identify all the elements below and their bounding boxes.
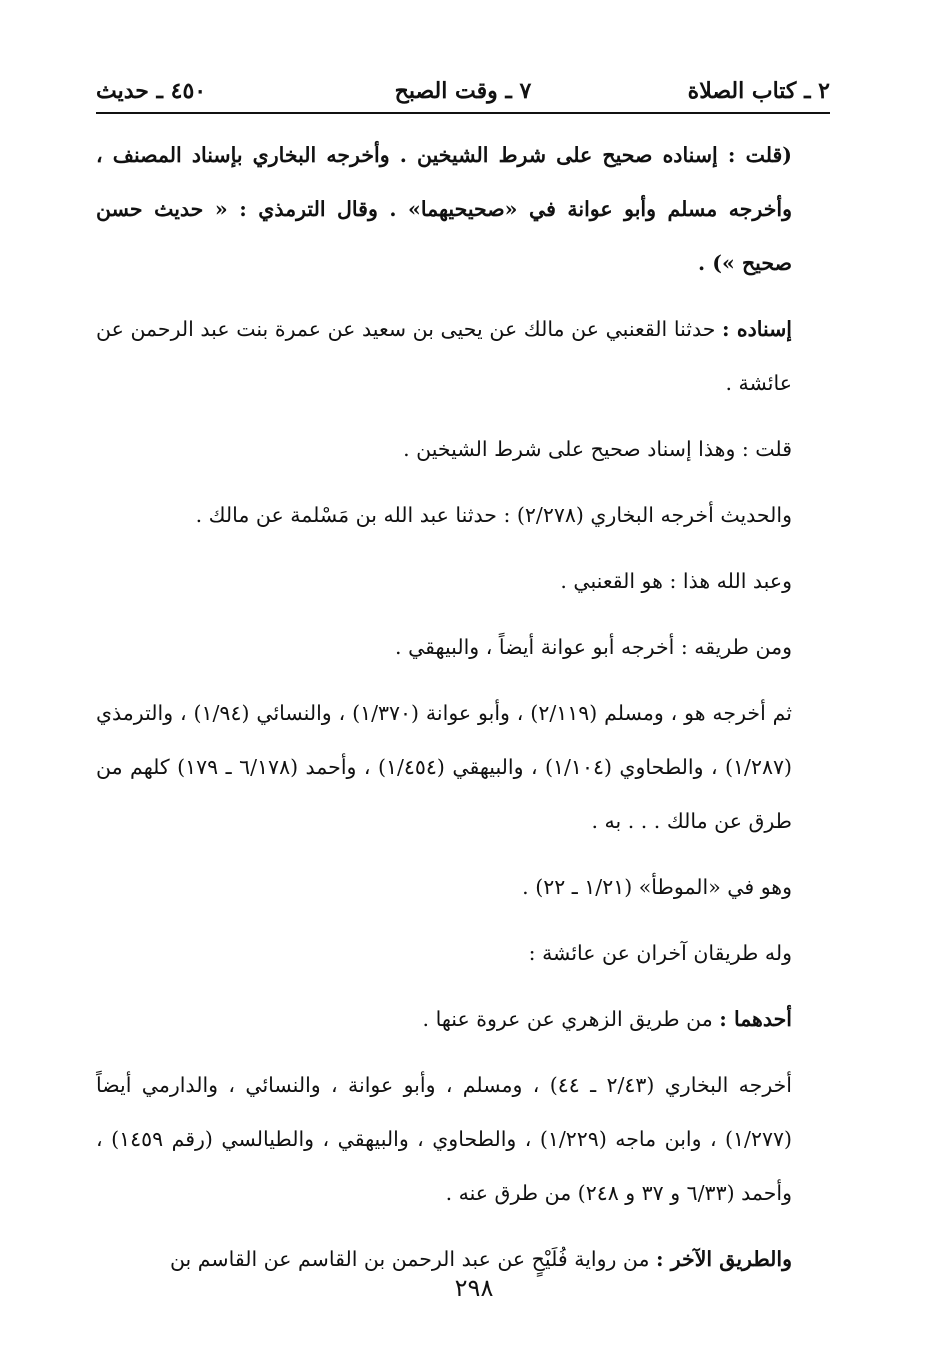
paragraph-text: ومن طريقه : أخرجه أبو عوانة أيضاً ، والبيهقي . [395,635,792,659]
paragraph [96,554,830,608]
paragraph-text: ثم أخرجه هو ، ومسلم (٢/١١٩) ، وأبو عوانة (١/٣٧٠) ، والنسائي (١/٩٤) ، والترمذي (١/٢٨٧) ، والطحاوي (١/١٠٤) ، والبيهقي (١/٤٥٤) ، وأحمد (٦/١٧٨ ـ ١٧٩) كلهم من طرق عن مالك . . . به . [96,701,792,833]
header-rule [96,112,830,114]
header-chapter-title: ٧ ـ وقت الصبح [394,78,532,104]
page-body [96,128,830,1286]
paragraph-text: وله طريقان آخران عن عائشة : [528,941,792,965]
paragraph-text: من رواية فُلَيْحٍ عن عبد الرحمن بن القاسم عن القاسم بن [169,1247,657,1271]
paragraph [96,686,830,848]
paragraph-lead: والطريق الآخر : [656,1247,792,1271]
paragraph-isnad [96,302,830,410]
paragraph-shaikh-comment [96,128,830,290]
paragraph-text: وعبد الله هذا : هو القعنبي . [560,569,792,593]
paragraph-text: حدثنا القعنبي عن مالك عن يحيى بن سعيد عن عمرة بنت عبد الرحمن عن عائشة . [96,317,792,395]
paragraph-lead: إسناده : [722,317,792,341]
paragraph-text: قلت : وهذا إسناد صحيح على شرط الشيخين . [403,437,792,461]
paragraph [96,488,830,542]
running-header [96,70,830,114]
header-hadith-number: ٤٥٠ ـ حديث [96,78,207,104]
paragraph-text: أخرجه البخاري (٢/٤٣ ـ ٤٤) ، ومسلم ، وأبو عوانة ، والنسائي ، والدارمي أيضاً (١/٢٧٧) ، وابن ماجه (١/٢٢٩) ، والطحاوي ، والبيهقي ، والطيالسي (رقم ١٤٥٩) ، وأحمد (٦/٣٣ و ٣٧ و ٢٤٨) من طرق عنه . [96,1073,792,1205]
paragraph [96,620,830,674]
paragraph-lead: أحدهما : [719,1007,792,1031]
paragraph-text: والحديث أخرجه البخاري (٢/٢٧٨) : حدثنا عبد الله بن مَسْلمة عن مالك . [195,503,792,527]
page-number: ٢٩٨ [454,1274,494,1302]
paragraph-text: وهو في «الموطأ» (١/٢١ ـ ٢٢) . [522,875,792,899]
paragraph-text: (قلت : إسناده صحيح على شرط الشيخين . وأخرجه البخاري بإسناد المصنف ، وأخرجه مسلم وأبو عوانة في «صحيحيهما» . وقال الترمذي : « حديث حسن صحيح ») . [96,143,792,275]
paragraph [96,860,830,914]
paragraph [96,1058,830,1220]
paragraph [96,992,830,1046]
header-book-title: ٢ ـ كتاب الصلاة [687,78,830,104]
paragraph [96,926,830,980]
paragraph [96,422,830,476]
paragraph-text: من طريق الزهري عن عروة عنها . [422,1007,720,1031]
